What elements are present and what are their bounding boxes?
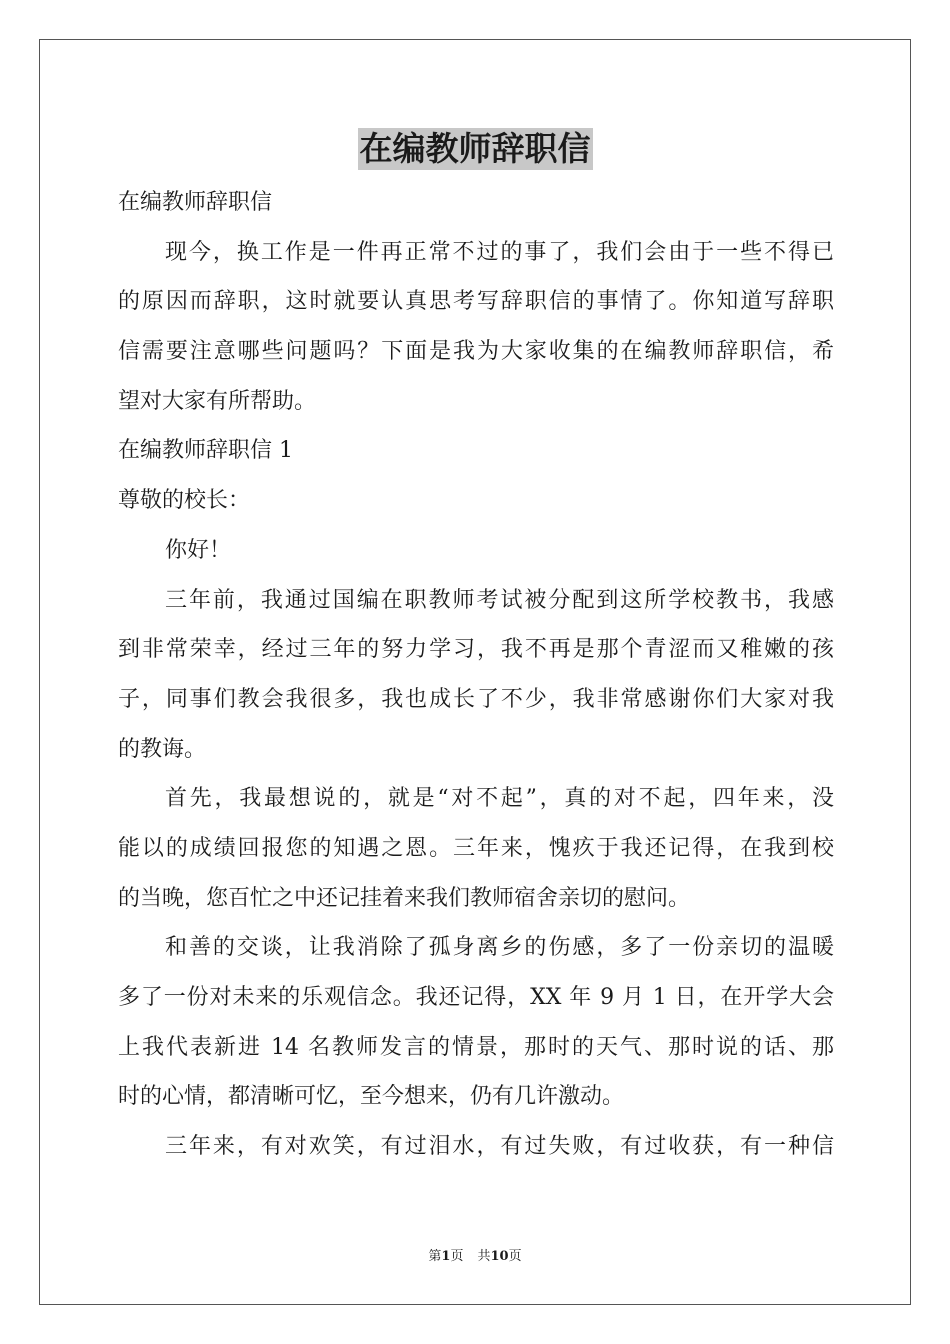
text-line: 尊敬的校长：	[118, 488, 251, 514]
text-line: 信需要注意哪些问题吗？下面是我为大家收集的在编教师辞职信，希	[118, 339, 834, 365]
text-line: 首先，我最想说的，就是“对不起”，真的对不起，四年来，没	[165, 786, 834, 812]
text-line: 的当晚，您百忙之中还记挂着来我们教师宿舍亲切的慰问。	[118, 885, 691, 911]
text-line: 望对大家有所帮助。	[118, 388, 317, 414]
text-line: 在编教师辞职信	[118, 190, 273, 215]
footer-page-unit: 页	[450, 1249, 464, 1264]
document-title: 在编教师辞职信	[359, 129, 591, 168]
text-line: 能以的成绩回报您的知遇之恩。三年来，愧疚于我还记得，在我到校	[118, 835, 834, 861]
footer-total-unit: 页	[508, 1249, 522, 1264]
text-line: 三年前，我通过国编在职教师考试被分配到这所学校教书，我感	[165, 587, 834, 613]
footer-page-total: 10	[490, 1249, 509, 1264]
document-body	[118, 178, 834, 1172]
text-line: 和善的交谈，让我消除了孤身离乡的伤感，多了一份亲切的温暖	[165, 935, 834, 961]
text-line: 现今，换工作是一件再正常不过的事了，我们会由于一些不得已	[165, 239, 834, 265]
footer-page-prefix: 第	[428, 1249, 442, 1264]
text-line: 时的心情，都清晰可忆，至今想来，仍有几许激动。	[118, 1084, 625, 1110]
text-line: 多了一份对未来的乐观信念。我还记得，XX 年 9 月 1 日，在开学大会	[118, 985, 834, 1010]
text-line: 子，同事们教会我很多，我也成长了不少，我非常感谢你们大家对我	[118, 686, 834, 712]
title-wrap	[0, 128, 950, 170]
footer-total-prefix: 共	[477, 1249, 491, 1264]
footer-page-current: 1	[441, 1249, 451, 1264]
text-line: 在编教师辞职信 1	[118, 438, 293, 464]
text-line: 你好！	[165, 537, 232, 563]
text-line: 三年来，有对欢笑，有过泪水，有过失败，有过收获，有一种信	[165, 1134, 834, 1160]
page-footer	[0, 1249, 950, 1265]
text-line: 到非常荣幸，经过三年的努力学习，我不再是那个青涩而又稚嫩的孩	[118, 637, 834, 663]
text-line: 的原因而辞职，这时就要认真思考写辞职信的事情了。你知道写辞职	[118, 289, 834, 315]
text-line: 上我代表新进 14 名教师发言的情景，那时的天气、那时说的话、那	[118, 1034, 834, 1060]
text-line: 的教诲。	[118, 736, 207, 762]
